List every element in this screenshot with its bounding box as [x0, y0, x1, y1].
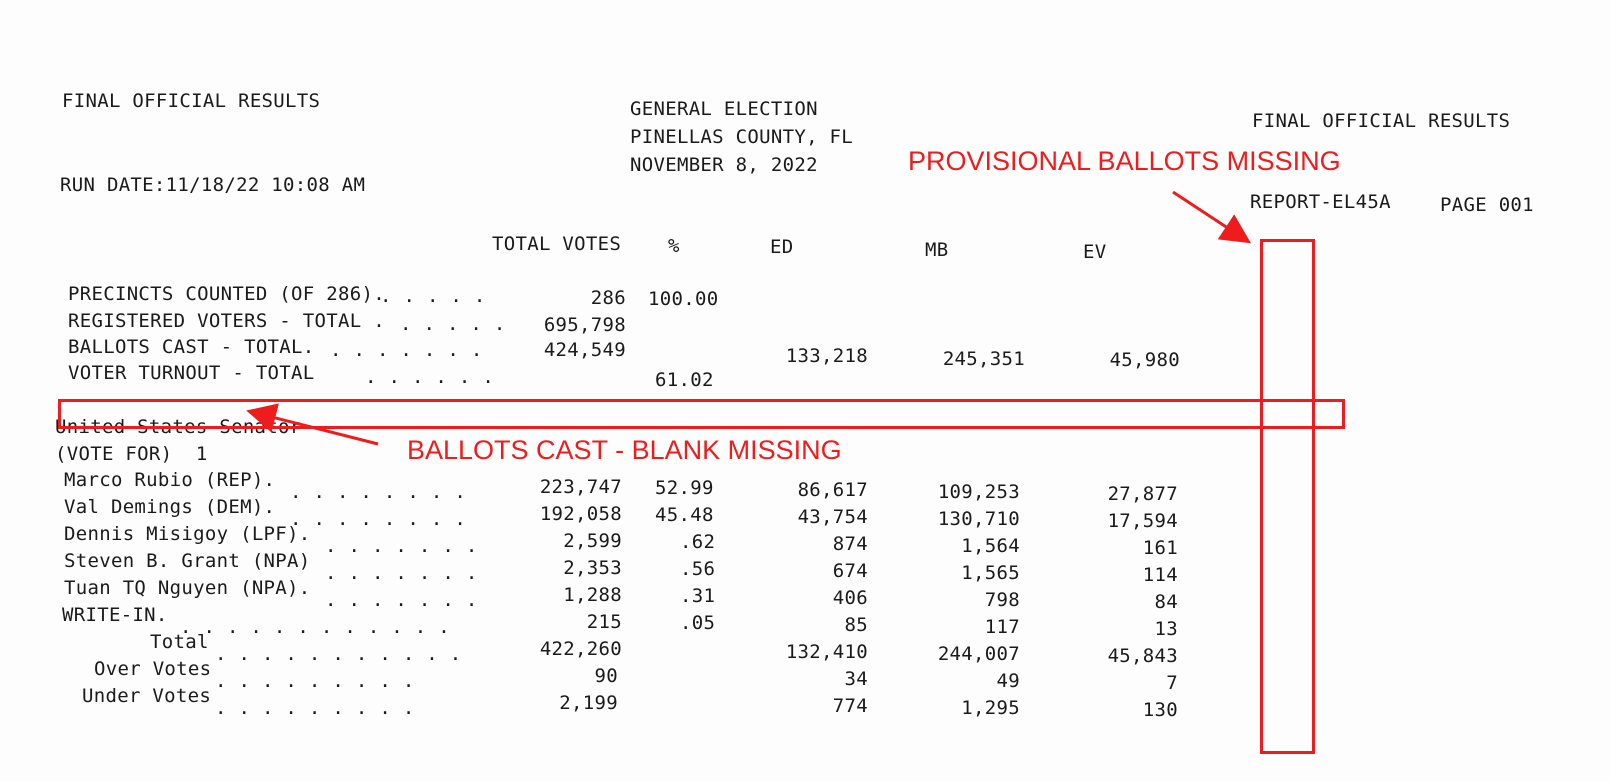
candidate-label: Dennis Misigoy (LPF). — [64, 523, 311, 545]
row-total: 2,353 — [563, 557, 622, 579]
row-dots: . . . . . . . — [330, 339, 483, 361]
row-ed: 34 — [844, 668, 868, 690]
row-label: REGISTERED VOTERS - TOTAL . — [68, 310, 385, 332]
row-percent: 52.99 — [655, 477, 714, 499]
col-header-ev: EV — [1083, 241, 1107, 263]
row-percent: .56 — [680, 558, 716, 580]
right-report-title: FINAL OFFICIAL RESULTS — [1252, 110, 1511, 132]
row-ed: 43,754 — [797, 506, 868, 528]
row-ed: 674 — [832, 560, 868, 582]
row-total: 422,260 — [539, 638, 622, 660]
row-dots: . . . . . . . . . — [215, 670, 415, 692]
row-total: 1,288 — [563, 584, 622, 606]
row-ev: 27,877 — [1107, 483, 1178, 505]
row-mb: 117 — [984, 616, 1020, 638]
candidate-label: Tuan TQ Nguyen (NPA). — [64, 577, 311, 599]
report-id: REPORT-EL45A — [1250, 191, 1391, 213]
row-total: 192,058 — [539, 503, 622, 525]
row-mb: 1,295 — [961, 697, 1020, 719]
row-ev: 161 — [1142, 537, 1178, 559]
row-dots: . . . . . . . . . — [215, 697, 415, 719]
election-name: GENERAL ELECTION — [630, 98, 818, 120]
row-total: 90 — [594, 665, 618, 687]
row-ev: 84 — [1154, 591, 1178, 613]
row-percent: 61.02 — [655, 369, 714, 391]
row-ed: 874 — [832, 533, 868, 555]
row-label: PRECINCTS COUNTED (OF 286). — [68, 283, 385, 305]
row-dots: . . . . . — [400, 313, 506, 335]
race-vote-for: (VOTE FOR) 1 — [55, 443, 208, 465]
page-number: PAGE 001 — [1440, 194, 1534, 216]
row-total: 215 — [586, 611, 622, 633]
row-mb: 244,007 — [937, 643, 1020, 665]
candidate-label: Over Votes — [94, 658, 212, 680]
row-mb: 1,564 — [961, 535, 1020, 557]
candidate-label: Val Demings (DEM). — [64, 496, 276, 518]
row-dots: . . . . . . . — [325, 562, 478, 584]
col-header-mb: MB — [925, 239, 949, 261]
row-mb: 49 — [996, 670, 1020, 692]
row-dots: . . . . . . . . — [290, 508, 467, 530]
col-header-total-votes: TOTAL VOTES — [492, 233, 622, 255]
left-report-title: FINAL OFFICIAL RESULTS — [62, 90, 321, 112]
row-percent: .31 — [680, 585, 716, 607]
election-county: PINELLAS COUNTY, FL — [630, 126, 854, 148]
row-total: 2,599 — [563, 530, 622, 552]
row-label: VOTER TURNOUT - TOTAL — [68, 362, 315, 384]
row-label: BALLOTS CAST - TOTAL. — [68, 336, 315, 358]
row-dots: . . . . . — [380, 285, 486, 307]
candidate-label: WRITE-IN. — [62, 604, 168, 626]
row-ed: 133,218 — [785, 345, 868, 367]
candidate-label: Marco Rubio (REP). — [64, 469, 276, 491]
row-total: 424,549 — [543, 339, 626, 361]
row-ed: 406 — [832, 587, 868, 609]
row-ed: 85 — [844, 614, 868, 636]
row-total: 286 — [590, 287, 626, 309]
row-total: 2,199 — [559, 692, 618, 714]
row-ev: 130 — [1142, 699, 1178, 721]
row-percent: 100.00 — [648, 288, 719, 310]
run-date: RUN DATE:11/18/22 10:08 AM — [60, 174, 366, 196]
row-ev: 13 — [1154, 618, 1178, 640]
row-dots: . . . . . . . . . . . — [215, 643, 462, 665]
row-mb: 1,565 — [961, 562, 1020, 584]
row-dots: . . . . . . . — [325, 589, 478, 611]
row-ev: 45,843 — [1107, 645, 1178, 667]
candidate-label: Total — [150, 631, 209, 653]
row-percent: 45.48 — [655, 504, 714, 526]
row-ev: 114 — [1142, 564, 1178, 586]
row-percent: .05 — [680, 612, 716, 634]
row-total: 223,747 — [539, 476, 622, 498]
row-dots: . . . . . . . . . . . . — [180, 616, 450, 638]
row-dots: . . . . . . — [365, 366, 495, 388]
row-mb: 798 — [984, 589, 1020, 611]
blank-missing-note: BALLOTS CAST - BLANK MISSING — [407, 435, 842, 465]
row-ed: 86,617 — [797, 479, 868, 501]
col-header-percent: % — [668, 235, 680, 257]
row-dots: . . . . . . . . — [290, 481, 467, 503]
provisional-missing-note: PROVISIONAL BALLOTS MISSING — [908, 146, 1341, 176]
row-percent: .62 — [680, 531, 716, 553]
arrow-to-provisional-box — [1173, 192, 1246, 240]
row-mb: 130,710 — [937, 508, 1020, 530]
row-dots: . . . . . . . — [325, 535, 478, 557]
col-header-ed: ED — [770, 236, 794, 258]
row-ed: 132,410 — [785, 641, 868, 663]
row-mb: 109,253 — [937, 481, 1020, 503]
row-total: 695,798 — [543, 314, 626, 336]
row-ev: 17,594 — [1107, 510, 1178, 532]
row-ed: 774 — [832, 695, 868, 717]
candidate-label: Under Votes — [82, 685, 212, 707]
race-title: United States Senator — [55, 416, 302, 438]
row-ev: 7 — [1166, 672, 1178, 694]
candidate-label: Steven B. Grant (NPA) — [64, 550, 311, 572]
row-mb: 245,351 — [942, 348, 1025, 370]
election-date: NOVEMBER 8, 2022 — [630, 154, 818, 176]
row-ev: 45,980 — [1109, 349, 1180, 371]
arrow-to-blank-row — [252, 412, 378, 444]
